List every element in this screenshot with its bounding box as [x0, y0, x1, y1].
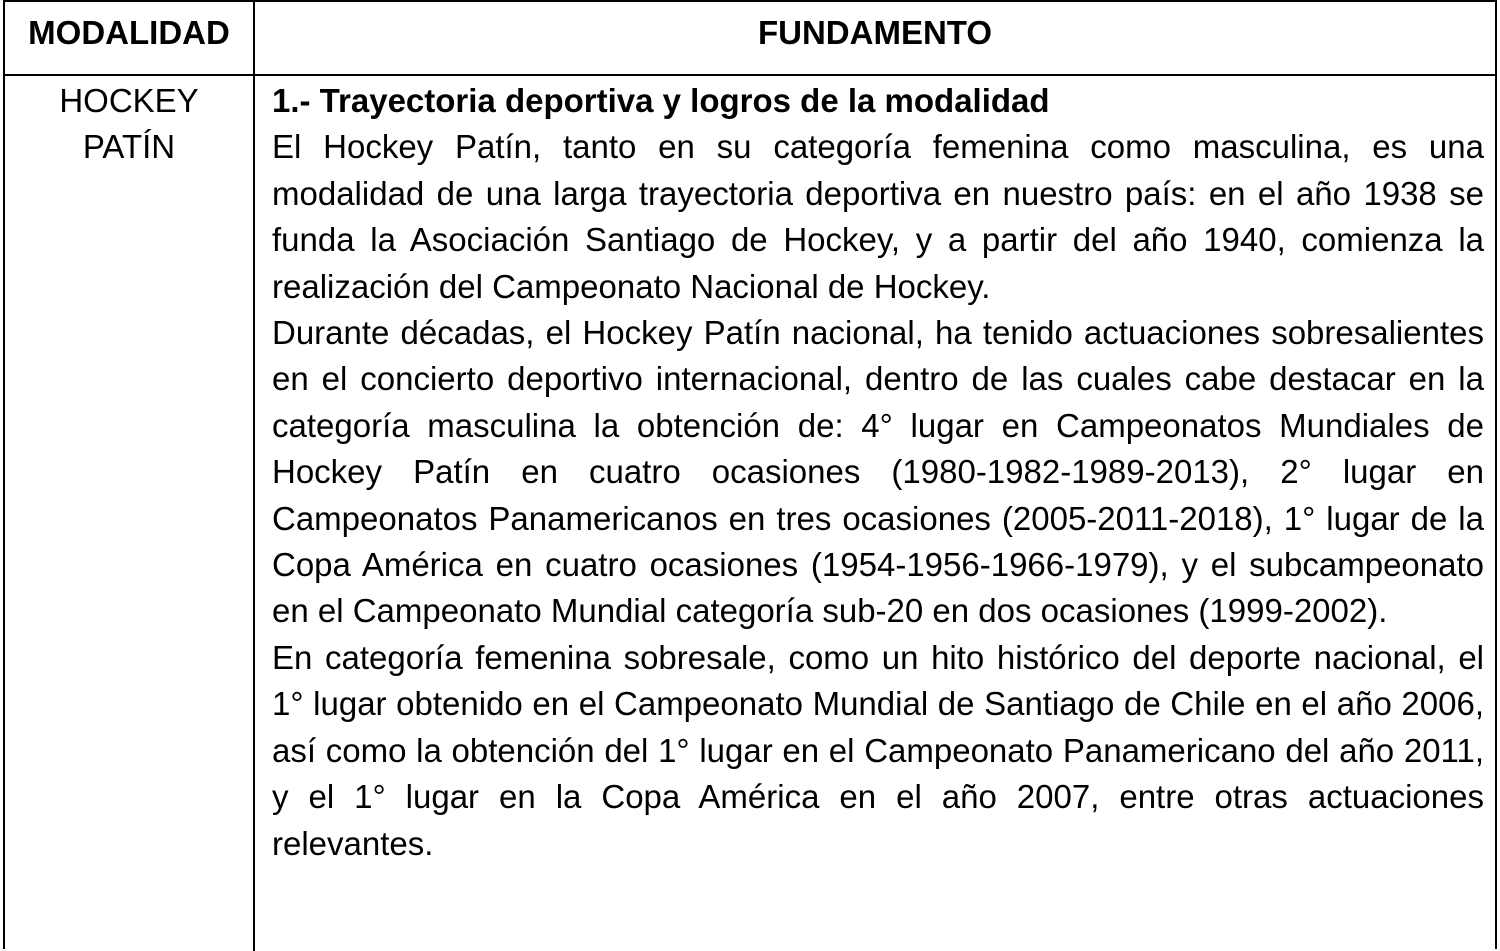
document-table [3, 0, 1497, 949]
column-divider [253, 2, 255, 951]
paragraph-2: Durante décadas, el Hockey Patín nacional, ha tenido actuaciones sobresalientes en el concierto deportivo internacional, dentro de las cuales cabe destacar en la categoría masculina la obtención de: 4° lugar en Campeonatos Mundiales de Hockey Patín en cuatro ocasiones (1980-1982-1989-2013), 2° lugar en Campeonatos Panamericanos en tres ocasiones (2005-2011-2018), 1° lugar de la Copa América en cuatro ocasiones (1954-1956-1966-1979), y el subcampeonato en el Campeonato Mundial categoría sub-20 en dos ocasiones (1999-2002). [272, 314, 1484, 630]
header-row-divider [5, 74, 1495, 76]
paragraph-1: El Hockey Patín, tanto en su categoría femenina como masculina, es una modalidad de una larga trayectoria deportiva en nuestro país: en el año 1938 se funda la Asociación Santiago de Hockey, y a partir del año 1940, comienza la realización del Campeonato Nacional de Hockey. [272, 128, 1484, 305]
header-modalidad: MODALIDAD [28, 14, 230, 51]
modalidad-line-2: PATÍN [82, 128, 176, 165]
fundamento-cell [272, 78, 1484, 867]
section-title: 1.- Trayectoria deportiva y logros de la modalidad [272, 82, 1050, 119]
paragraph-3: En categoría femenina sobresale, como un hito histórico del deporte nacional, el 1° lugar obtenido en el Campeonato Mundial de Santiago de Chile en el año 2006, así como la obtención del 1° lugar en el Campeonato Panamericano del año 2011, y el 1° lugar en la Copa América en el año 2007, entre otras actuaciones relevantes. [272, 638, 1484, 862]
modalidad-line-1: HOCKEY [59, 82, 199, 119]
header-fundamento: FUNDAMENTO [757, 14, 993, 51]
modalidad-cell [5, 78, 253, 170]
